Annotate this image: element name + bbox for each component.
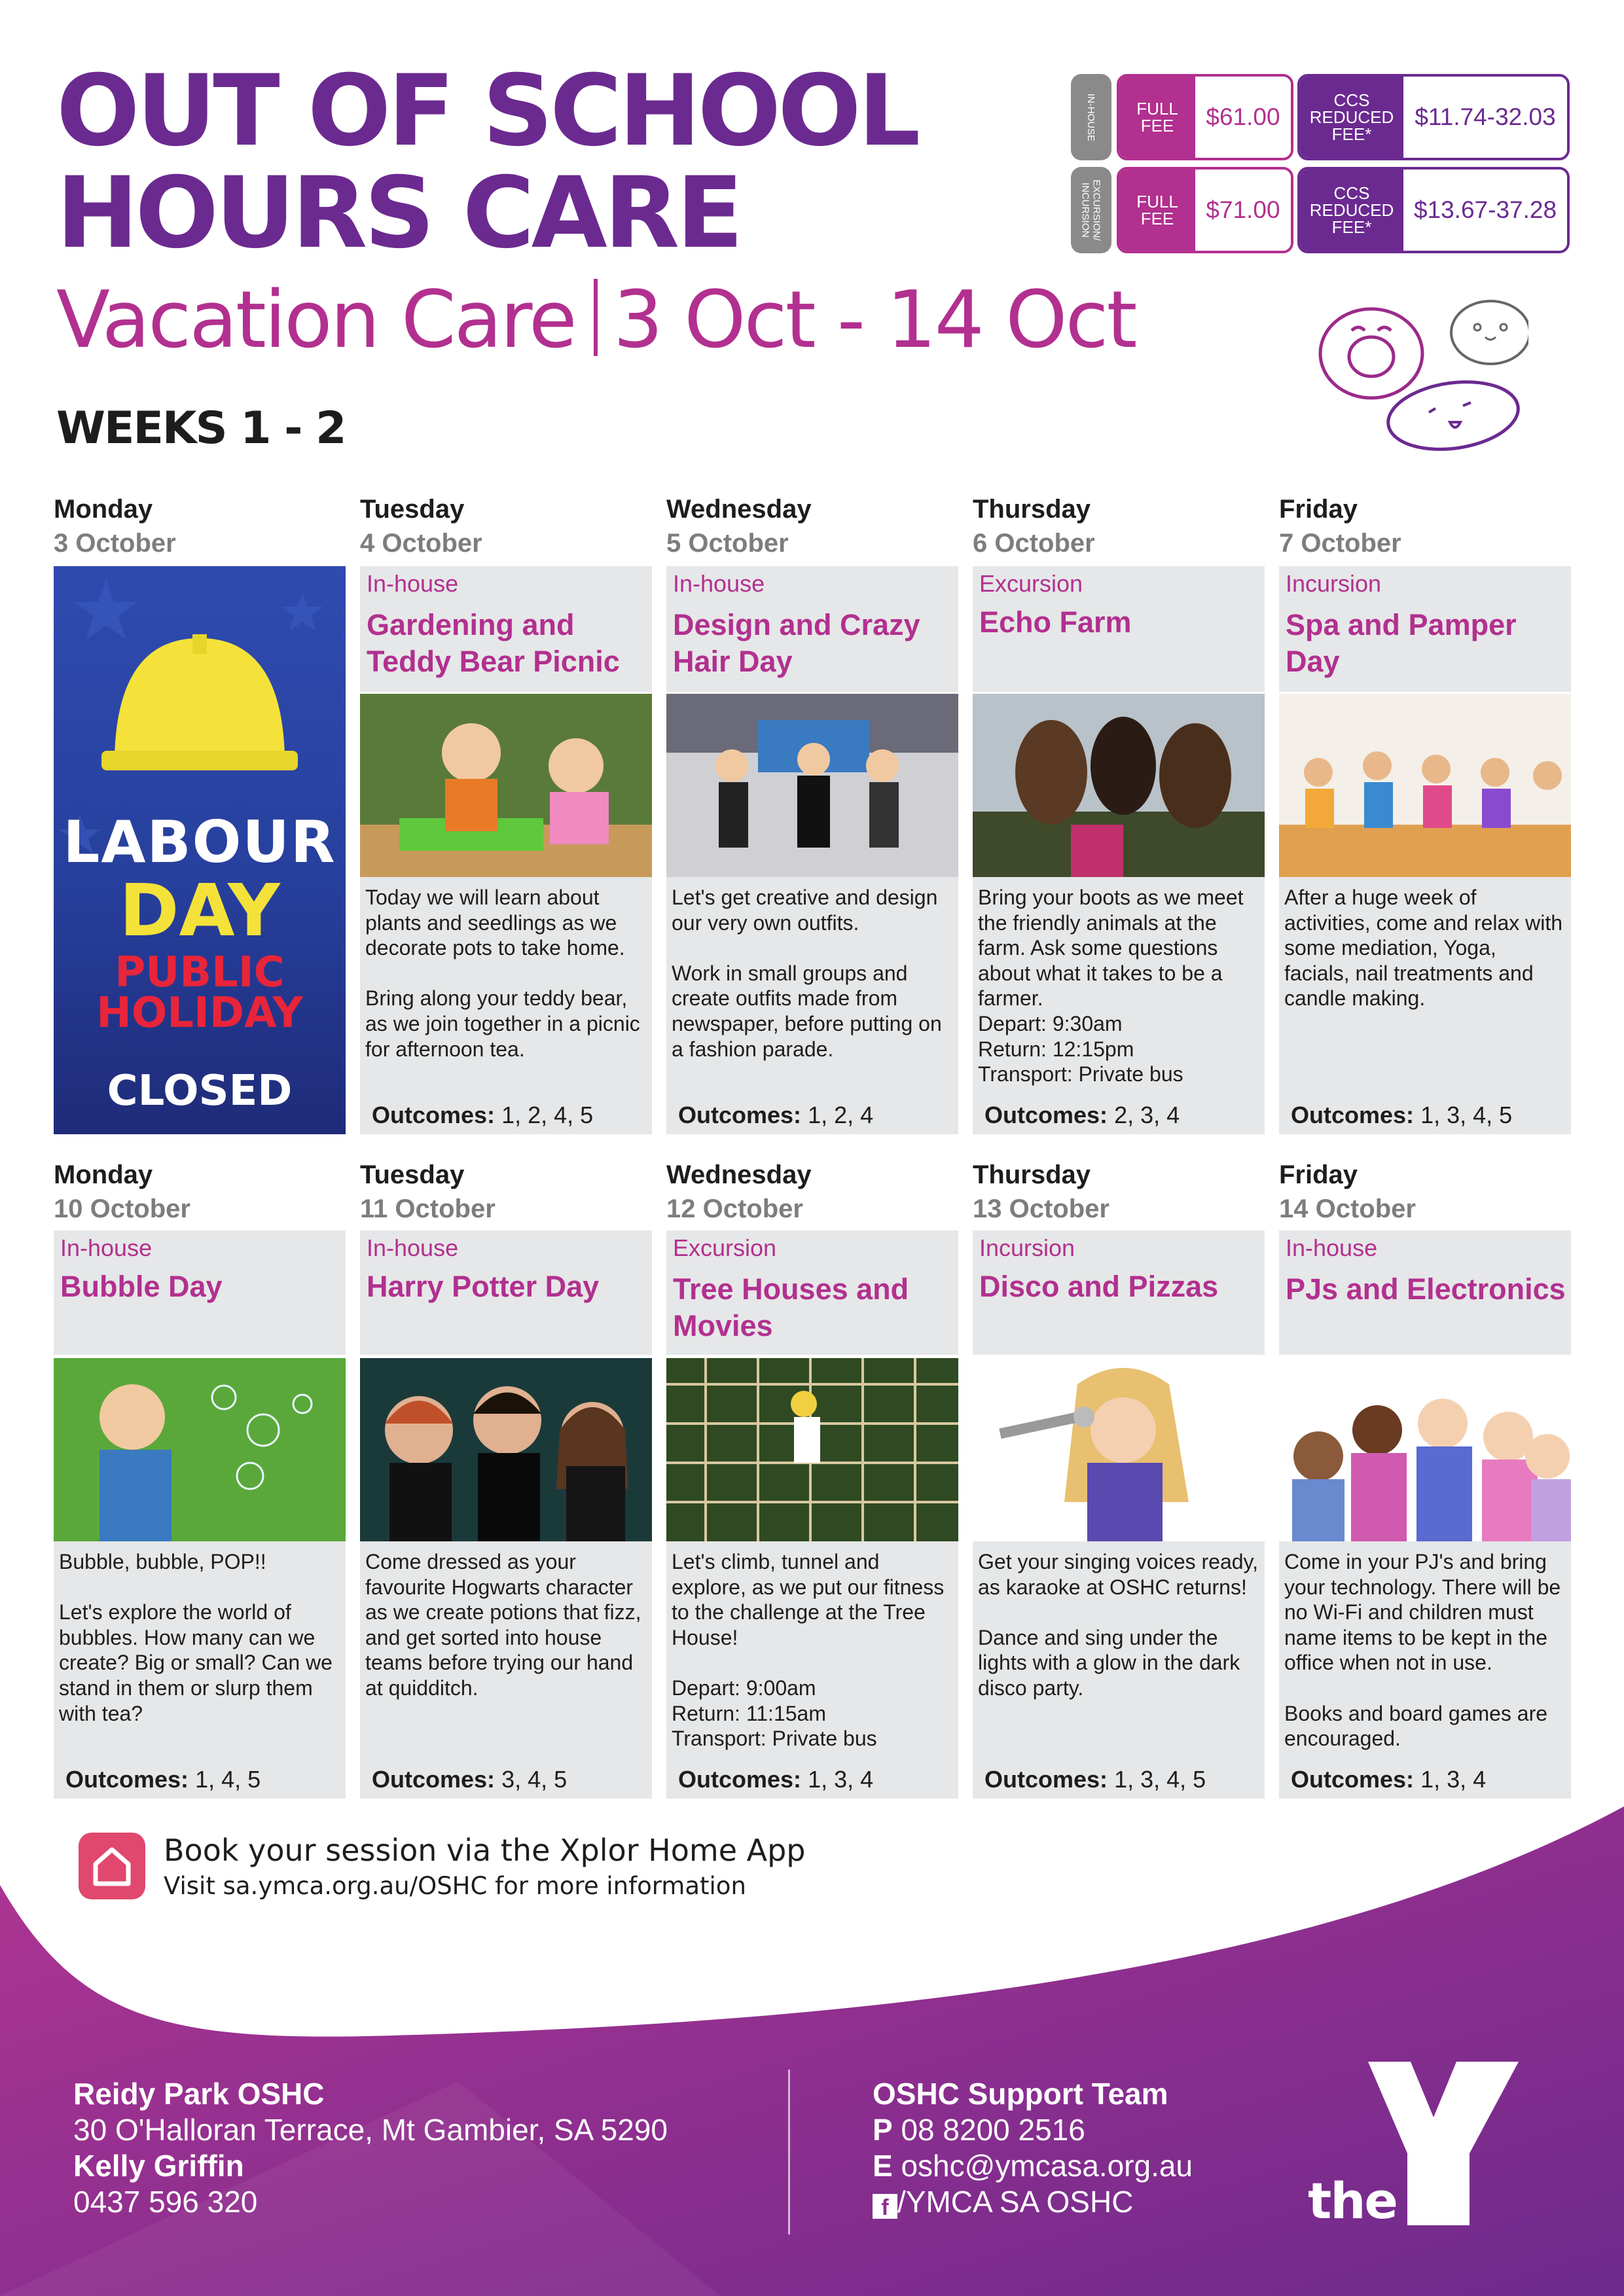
activity-body [973,877,1265,1134]
activity-type: In-house [1286,1234,1378,1261]
page-subtitle [56,275,1136,367]
outcomes-value: 1, 3, 4, 5 [1420,1102,1513,1128]
activity-type: In-house [367,570,459,597]
activity-body [360,877,652,1134]
activity-type: In-house [673,570,765,597]
outcomes-label: Outcomes: [65,1766,189,1793]
activity-header [360,566,652,692]
activity-type: Incursion [979,1234,1075,1261]
activity-title: Bubble Day [60,1270,223,1303]
fees-table [1071,74,1570,256]
booking-website-line: Visit sa.ymca.org.au/OSHC for more information [164,1872,746,1900]
activity-description: Let's climb, tunnel and explore, as we put our fitness to the challenge at the Tree House! Depart: 9:00am Return: 11:15am Transport: Private bus [672,1550,945,1751]
activity-body [973,1541,1265,1799]
fee-ccs-inhouse [1297,74,1570,160]
activity-header [1279,1230,1571,1355]
site-address: 30 O'Halloran Terrace, Mt Gambier, SA 5290 [73,2113,668,2147]
facebook-handle[interactable]: /YMCA SA OSHC [897,2185,1134,2219]
footer-divider [788,2070,790,2234]
activity-body [666,877,958,1134]
outcomes-value: 1, 2, 4 [808,1102,874,1128]
activity-body [1279,1541,1571,1799]
day-name: Thursday [973,1160,1091,1189]
outcomes-line [678,1766,873,1793]
fee-full-inhouse [1117,74,1293,160]
holiday-text: HOLIDAY [96,989,303,1037]
outcomes-label: Outcomes: [678,1766,802,1793]
day-date: 7 October [1279,529,1401,558]
face-doodles-icon [1312,298,1528,455]
day-name: Wednesday [666,495,812,524]
activity-header [666,566,958,692]
support-phone[interactable]: 08 8200 2516 [901,2113,1085,2147]
outcomes-value: 1, 2, 4, 5 [501,1102,594,1128]
tree-house-photo [666,1358,958,1541]
outcomes-label: Outcomes: [1291,1766,1415,1793]
fee-full-excursion [1117,167,1293,253]
fee-label: FULL FEE [1119,77,1195,158]
support-email[interactable]: oshc@ymcasa.org.au [901,2149,1193,2183]
outcomes-value: 1, 4, 5 [195,1766,261,1793]
activity-header [360,1230,652,1355]
outcomes-value: 1, 3, 4, 5 [1114,1766,1206,1793]
activity-type: Incursion [1286,570,1382,597]
day-name: Friday [1279,495,1358,524]
outcomes-value: 1, 3, 4 [1420,1766,1487,1793]
day-date: 3 October [54,529,176,558]
support-contact-block: OSHC Support Team P 08 8200 2516 E oshc@ymcasa.org.au f /YMCA SA OSHC [873,2077,1193,2220]
outcomes-label: Outcomes: [372,1766,496,1793]
activity-description: Come dressed as your favourite Hogwarts character as we create potions that fizz, and get sorted into house teams before trying our hand at quidditch. [365,1550,641,1700]
fee-tag-inhouse: IN-HOUSE [1071,74,1111,160]
site-name: Reidy Park OSHC [73,2077,325,2111]
outcomes-line [984,1102,1180,1129]
activity-title: Spa and Pamper Day [1286,608,1517,678]
fee-label: CCS REDUCED FEE* [1300,170,1403,251]
activity-header [973,566,1265,692]
program-name: Vacation Care [56,275,575,366]
activity-title: Gardening and Teddy Bear Picnic [367,608,620,678]
activity-header [973,1230,1265,1355]
outcomes-line [65,1766,261,1793]
labour-day-closed-banner [54,566,346,1134]
day-name: Wednesday [666,1160,812,1189]
yoga-kids-photo [1279,694,1571,877]
gardening-photo [360,694,652,877]
bubbles-photo [54,1358,346,1541]
title-line-1: OUT OF SCHOOL [56,54,918,168]
outcomes-label: Outcomes: [984,1102,1108,1128]
activity-type: In-house [60,1234,153,1261]
activity-description: Get your singing voices ready, as karaoke at OSHC returns! Dance and sing under the lights with a glow in the dark disco party. [978,1550,1259,1700]
activity-type: Excursion [673,1234,777,1261]
day-name: Tuesday [360,1160,465,1189]
activity-body [1279,877,1571,1134]
karaoke-photo [973,1358,1265,1541]
house-app-icon[interactable] [79,1833,145,1899]
day-date: 6 October [973,529,1095,558]
contact-phone[interactable]: 0437 596 320 [73,2185,258,2219]
outcomes-line [1291,1102,1512,1129]
activity-header [1279,566,1571,692]
fee-value: $61.00 [1195,77,1291,158]
outcomes-label: Outcomes: [678,1102,802,1128]
activity-description: Come in your PJ's and bring your technology. There will be no Wi-Fi and children must name items to be kept in the office when not in use. Books and board games are encouraged. [1284,1550,1561,1751]
weeks-heading: WEEKS 1 - 2 [56,403,346,454]
outcomes-label: Outcomes: [372,1102,496,1128]
activity-body [360,1541,652,1799]
activity-title: PJs and Electronics [1286,1272,1566,1306]
site-contact-block [73,2076,668,2220]
subtitle-divider [594,279,598,356]
public-text: PUBLIC [115,948,285,997]
outcomes-line [372,1102,593,1129]
fee-label: CCS REDUCED FEE* [1300,77,1403,158]
day-date: 4 October [360,529,482,558]
activity-description: Bubble, bubble, POP!! Let's explore the world of bubbles. How many can we create? Big or small? Can we stand in them or slurp them with tea? [59,1550,333,1725]
outcomes-label: Outcomes: [984,1766,1108,1793]
day-text: DAY [119,869,280,952]
ymca-logo-text: the [1308,2172,1397,2230]
day-name: Thursday [973,495,1091,524]
horses-photo [973,694,1265,877]
closed-text: CLOSED [107,1067,293,1115]
day-date: 10 October [54,1194,190,1223]
fee-ccs-excursion [1297,167,1570,253]
outcomes-line [984,1766,1206,1793]
activity-title: Design and Crazy Hair Day [673,608,920,678]
fee-value: $11.74-32.03 [1403,77,1567,158]
title-line-2: HOURS CARE [56,156,740,270]
facebook-icon: f [873,2194,897,2219]
date-range: 3 Oct - 14 Oct [613,275,1136,366]
day-date: 5 October [666,529,789,558]
activity-description: After a huge week of activities, come and relax with some mediation, Yoga, facials, nail treatments and candle making. [1284,886,1563,1011]
page-title [56,54,918,270]
day-date: 13 October [973,1194,1110,1223]
fee-value: $13.67-37.28 [1403,170,1567,251]
outcomes-label: Outcomes: [1291,1102,1415,1128]
contact-name: Kelly Griffin [73,2149,244,2183]
labour-text: LABOUR [63,808,336,876]
fashion-parade-photo [666,694,958,877]
activity-title: Disco and Pizzas [979,1270,1219,1303]
outcomes-value: 2, 3, 4 [1114,1102,1180,1128]
outcomes-line [678,1102,873,1129]
activity-title: Tree Houses and Movies [673,1272,909,1342]
booking-instruction: Book your session via the Xplor Home App [164,1833,806,1868]
website-link[interactable]: sa.ymca.org.au/OSHC [223,1872,488,1900]
activity-type: Excursion [979,570,1083,597]
day-date: 12 October [666,1194,803,1223]
day-name: Tuesday [360,495,465,524]
outcomes-line [372,1766,567,1793]
day-date: 14 October [1279,1194,1416,1223]
activity-body [666,1541,958,1799]
fee-value: $71.00 [1195,170,1291,251]
outcomes-line [1291,1766,1486,1793]
support-title: OSHC Support Team [873,2077,1168,2111]
activity-title: Echo Farm [979,605,1132,639]
activity-description: Today we will learn about plants and seedlings as we decorate pots to take home. Bring along your teddy bear, as we join together in a picnic for afternoon tea. [365,886,640,1061]
day-name: Monday [54,495,153,524]
fee-tag-excursion: EXCURSION/ INCURSION [1071,167,1111,253]
harry-potter-photo [360,1358,652,1541]
outcomes-value: 1, 3, 4 [808,1766,874,1793]
day-name: Friday [1279,1160,1358,1189]
day-date: 11 October [360,1194,496,1223]
pyjama-kids-photo [1279,1358,1571,1541]
activity-type: In-house [367,1234,459,1261]
outcomes-value: 3, 4, 5 [501,1766,568,1793]
activity-header [54,1230,346,1355]
activity-description: Bring your boots as we meet the friendly animals at the farm. Ask some questions about what it takes to be a farmer. Depart: 9:30am Return: 12:15pm Transport: Private bus [978,886,1244,1086]
activity-header [666,1230,958,1355]
fee-label: FULL FEE [1119,170,1195,251]
activity-description: Let's get creative and design our very own outfits. Work in small groups and create outfits made from newspaper, before putting on a fashion parade. [672,886,942,1061]
activity-body [54,1541,346,1799]
day-name: Monday [54,1160,153,1189]
activity-title: Harry Potter Day [367,1270,600,1303]
